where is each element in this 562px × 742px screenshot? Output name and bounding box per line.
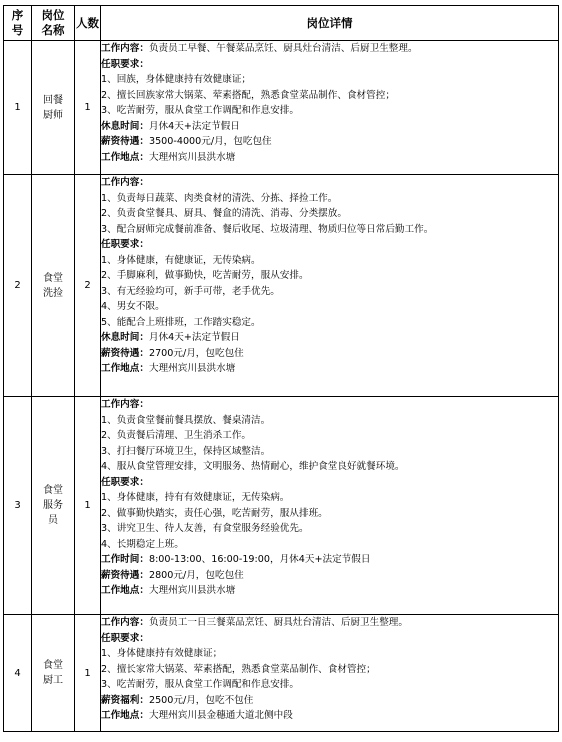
detail-line — [101, 631, 558, 647]
detail-text: 3、吃苦耐劳，服从食堂工作调配和作息安排。 — [101, 679, 299, 690]
position-name: 食堂 洗捡 — [32, 175, 75, 397]
detail-label: 任职要求： — [101, 239, 149, 250]
detail-text: 2500元/月，包吃不包住 — [148, 694, 254, 706]
detail-label: 薪资福利： — [101, 694, 149, 706]
detail-line — [101, 397, 558, 413]
job-details — [101, 397, 559, 615]
detail-line — [101, 88, 558, 104]
header-count: 人数 — [75, 6, 101, 41]
detail-text: 大理州宾川县洪水塘 — [148, 151, 236, 163]
detail-line — [101, 568, 558, 584]
detail-line — [101, 315, 558, 331]
job-row — [4, 175, 559, 397]
detail-label: 休息时间： — [101, 120, 149, 132]
job-details — [101, 41, 559, 175]
header-details: 岗位详情 — [101, 6, 559, 41]
detail-line — [101, 222, 558, 238]
detail-line — [101, 677, 558, 693]
detail-text: 5、能配合上班排班，工作踏实稳定。 — [101, 316, 261, 328]
detail-text: 2800元/月，包吃包住 — [148, 569, 244, 581]
detail-text: 负责员工一日三餐菜品烹饪、厨具灶台清洁、后厨卫生整理。 — [148, 617, 408, 628]
detail-line — [101, 346, 558, 362]
detail-label: 工作时间： — [101, 554, 149, 565]
detail-line — [101, 490, 558, 506]
detail-label: 工作地点： — [101, 710, 149, 721]
detail-line — [101, 475, 558, 491]
position-name: 食堂 厨工 — [32, 615, 75, 732]
detail-line — [101, 646, 558, 662]
detail-text: 2、负责餐后清理、卫生消杀工作。 — [101, 430, 252, 441]
detail-label: 工作地点： — [101, 151, 149, 163]
detail-text: 3、打扫餐厅环境卫生，保持区域整洁。 — [101, 445, 271, 457]
job-row — [4, 615, 559, 732]
detail-line — [101, 268, 558, 284]
detail-text: 1、回族，身体健康持有效健康证； — [101, 74, 252, 85]
job-row — [4, 41, 559, 175]
detail-label: 薪资待遇： — [101, 136, 149, 147]
detail-text: 1、身体健康，持有有效健康证，无传染病。 — [101, 492, 290, 503]
detail-line — [101, 361, 558, 377]
detail-line — [101, 175, 558, 191]
detail-text: 2、擅长回族家常大锅菜、荤素搭配，熟悉食堂菜品制作、食材管控； — [101, 89, 395, 101]
header-row — [4, 6, 559, 41]
detail-text: 4、男女不限。 — [101, 301, 165, 312]
detail-line — [101, 459, 558, 475]
detail-line — [101, 150, 558, 166]
detail-text: 2、手脚麻利，做事勤快，吃苦耐劳，服从安排。 — [101, 270, 309, 281]
header-index: 序 号 — [4, 6, 32, 41]
detail-label: 休息时间： — [101, 332, 149, 343]
detail-label: 工作地点： — [101, 585, 149, 596]
job-details — [101, 175, 559, 397]
detail-text: 负责员工早餐、午餐菜品烹饪、厨具灶台清洁、后厨卫生整理。 — [148, 43, 418, 54]
detail-text: 月休4天+法定节假日 — [148, 332, 240, 343]
detail-label: 薪资待遇： — [101, 347, 149, 359]
detail-line — [101, 521, 558, 537]
detail-text: 3500-4000元/月，包吃包住 — [148, 136, 272, 147]
detail-text: 3、讲究卫生、待人友善，有食堂服务经验优先。 — [101, 523, 309, 534]
detail-label: 任职要求： — [101, 632, 149, 644]
row-index: 2 — [4, 175, 32, 397]
detail-label: 任职要求： — [101, 476, 149, 488]
detail-line — [101, 413, 558, 429]
detail-text: 1、负责食堂餐前餐具摆放、餐桌清洁。 — [101, 414, 271, 426]
detail-line — [101, 72, 558, 88]
detail-text: 大理州宾川县洪水塘 — [148, 363, 236, 374]
row-index: 1 — [4, 41, 32, 175]
detail-line — [101, 708, 558, 724]
detail-line — [101, 428, 558, 444]
detail-line — [101, 330, 558, 346]
detail-line — [101, 119, 558, 135]
detail-text: 2、擅长家常大锅菜、荤素搭配，熟悉食堂菜品制作、食材管控； — [101, 663, 376, 675]
detail-text: 1、身体健康，有健康证，无传染病。 — [101, 254, 261, 266]
detail-text: 2、负责食堂餐具、厨具、餐盒的清洗、消毒、分类摆放。 — [101, 208, 347, 219]
detail-text: 4、长期稳定上班。 — [101, 538, 184, 550]
detail-line — [101, 253, 558, 269]
detail-line — [101, 134, 558, 150]
detail-label: 任职要求： — [101, 58, 149, 70]
detail-label: 工作内容： — [101, 177, 149, 188]
detail-line — [101, 41, 558, 57]
headcount: 1 — [75, 41, 101, 175]
detail-text: 8:00-13:00、16:00-19:00，月休4天+法定节假日 — [148, 554, 371, 565]
job-details — [101, 615, 559, 732]
detail-line — [101, 662, 558, 678]
headcount: 2 — [75, 175, 101, 397]
detail-line — [101, 299, 558, 315]
detail-text: 3、有无经验均可，新手可带，老手优先。 — [101, 285, 280, 297]
detail-line — [101, 191, 558, 207]
detail-line — [101, 552, 558, 568]
detail-text: 3、配合厨师完成餐前准备、餐后收尾、垃圾清理、物质归位等日常后勤工作。 — [101, 223, 434, 235]
detail-text: 大理州宾川县金穗通大道北侧中段 — [148, 710, 293, 721]
detail-line — [101, 506, 558, 522]
detail-text: 大理州宾川县洪水塘 — [148, 585, 236, 596]
row-index: 3 — [4, 397, 32, 615]
row-index: 4 — [4, 615, 32, 732]
detail-text: 2700元/月，包吃包住 — [148, 347, 244, 359]
detail-label: 工作内容： — [101, 43, 149, 54]
position-name: 食堂 服务 员 — [32, 397, 75, 615]
detail-text: 1、负责每日蔬菜、肉类食材的清洗、分拣、择捡工作。 — [101, 192, 338, 204]
header-position: 岗位 名称 — [32, 6, 75, 41]
detail-line — [101, 237, 558, 253]
detail-label: 工作内容： — [101, 617, 149, 628]
job-table — [3, 5, 559, 732]
detail-text: 3、吃苦耐劳，服从食堂工作调配和作息安排。 — [101, 105, 299, 116]
detail-label: 工作内容： — [101, 399, 149, 410]
detail-line — [101, 206, 558, 222]
job-row — [4, 397, 559, 615]
detail-line — [101, 444, 558, 460]
detail-text: 4、服从食堂管理安排，文明服务、热情耐心，维护食堂良好就餐环境。 — [101, 461, 405, 472]
detail-line — [101, 583, 558, 599]
detail-text: 1、身体健康持有效健康证； — [101, 648, 223, 659]
detail-line — [101, 57, 558, 73]
detail-line — [101, 693, 558, 709]
detail-label: 工作地点： — [101, 363, 149, 374]
detail-line — [101, 284, 558, 300]
headcount: 1 — [75, 397, 101, 615]
detail-line — [101, 537, 558, 553]
position-name: 回餐 厨师 — [32, 41, 75, 175]
detail-text: 月休4天+法定节假日 — [148, 120, 240, 132]
headcount: 1 — [75, 615, 101, 732]
detail-line — [101, 615, 558, 631]
detail-text: 2、做事勤快踏实，责任心强，吃苦耐劳，服从排班。 — [101, 507, 328, 519]
detail-label: 薪资待遇： — [101, 569, 149, 581]
detail-line — [101, 103, 558, 119]
